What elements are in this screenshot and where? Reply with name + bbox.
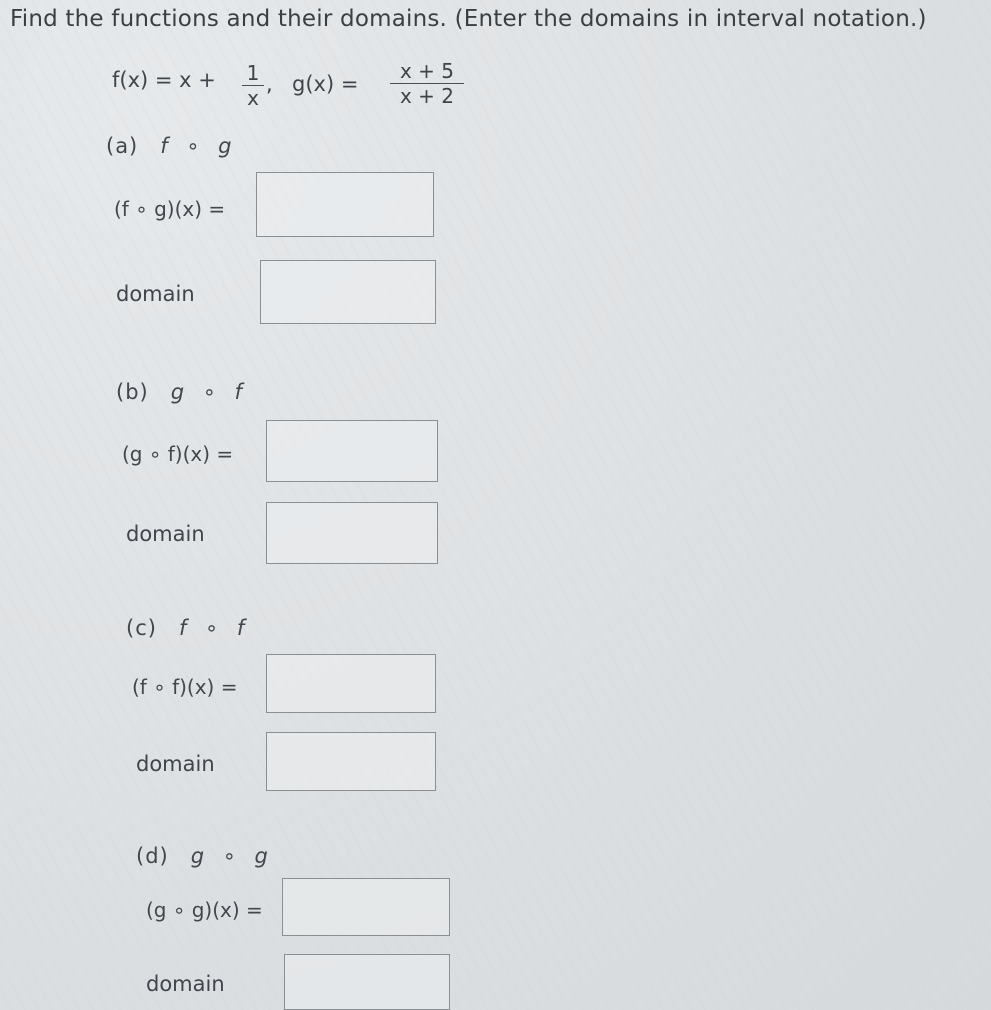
f-frac-numerator: 1 — [246, 61, 260, 85]
part-b-composition: g ∘ f — [170, 380, 248, 404]
part-a-label: (a) — [106, 134, 139, 158]
part-c-label: (c) — [126, 616, 157, 640]
part-a-answer-input[interactable] — [256, 172, 434, 237]
instruction-text: Find the functions and their domains. (Enter the domains in interval notation.) — [10, 6, 927, 32]
part-a-domain-input[interactable] — [260, 260, 436, 324]
g-frac-denominator: x + 2 — [399, 84, 455, 108]
f-fraction — [242, 62, 264, 109]
part-c-expression: (f ∘ f)(x) = — [132, 675, 238, 699]
part-b-domain-label: domain — [126, 522, 205, 546]
f-lhs: f(x) = x + — [112, 68, 216, 92]
definition-comma: , — [266, 72, 273, 96]
g-frac-numerator: x + 5 — [399, 59, 455, 83]
part-b-header — [116, 380, 248, 404]
part-d-answer-input[interactable] — [282, 878, 450, 936]
part-d-expression: (g ∘ g)(x) = — [146, 898, 263, 922]
part-d-header — [136, 844, 274, 868]
part-b-expression: (g ∘ f)(x) = — [122, 442, 234, 466]
part-c-composition: f ∘ f — [178, 616, 251, 640]
part-b-answer-input[interactable] — [266, 420, 438, 482]
part-d-domain-label: domain — [146, 972, 225, 996]
g-lhs: g(x) = — [292, 72, 359, 96]
part-c-domain-input[interactable] — [266, 732, 436, 791]
part-c-answer-input[interactable] — [266, 654, 436, 713]
part-b-domain-input[interactable] — [266, 502, 438, 564]
f-definition — [112, 68, 216, 92]
part-a-expression: (f ∘ g)(x) = — [114, 197, 226, 221]
part-d-label: (d) — [136, 844, 169, 868]
part-a-header — [106, 134, 238, 158]
part-c-header — [126, 616, 250, 640]
f-frac-denominator: x — [247, 86, 259, 110]
part-d-composition: g ∘ g — [190, 844, 274, 868]
part-a-composition: f ∘ g — [160, 134, 238, 158]
part-c-domain-label: domain — [136, 752, 215, 776]
part-b-label: (b) — [116, 380, 149, 404]
g-definition — [292, 72, 358, 96]
g-fraction — [390, 60, 464, 107]
part-a-domain-label: domain — [116, 282, 195, 306]
part-d-domain-input[interactable] — [284, 954, 450, 1010]
